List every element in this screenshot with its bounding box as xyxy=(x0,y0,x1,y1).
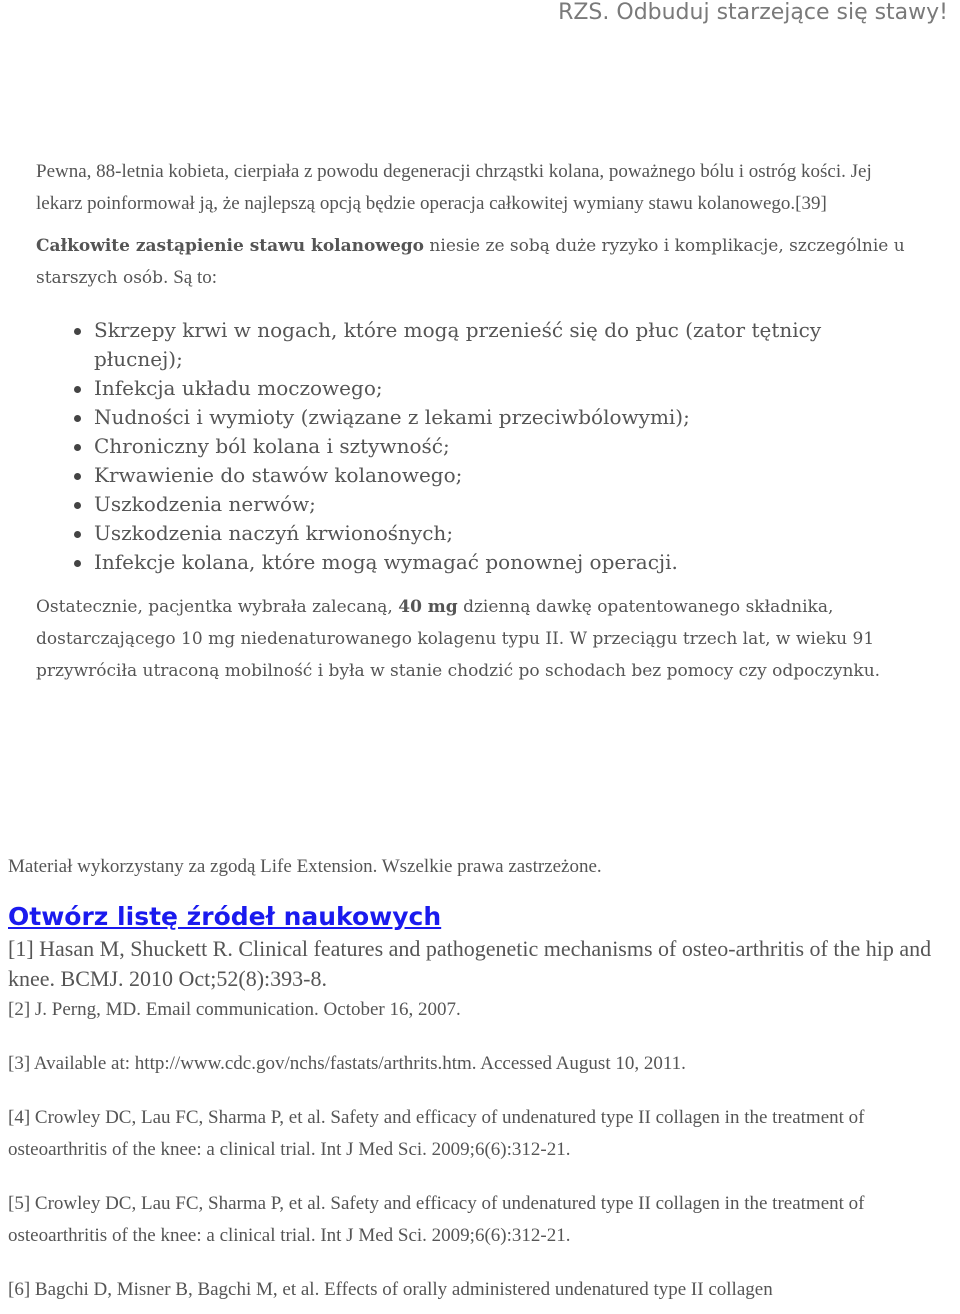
outcome-paragraph xyxy=(36,591,916,687)
bullet-icon xyxy=(74,328,81,335)
list-item xyxy=(36,374,916,403)
dose-highlight: 40 mg xyxy=(398,597,458,617)
reference-item: [3] Available at: http://www.cdc.gov/nchs/fastats/arthrits.htm. Accessed August 10, 2011. xyxy=(8,1053,686,1074)
list-item xyxy=(36,461,916,490)
bullet-icon xyxy=(74,386,81,393)
risk-intro-paragraph xyxy=(36,230,916,294)
open-references-link[interactable]: Otwórz listę źródeł naukowych xyxy=(8,902,442,931)
reference-item: [1] Hasan M, Shuckett R. Clinical features and pathogenetic mechanisms of osteo-arthritis of the hip and knee. BCMJ. 2010 Oct;52(8):393-8. xyxy=(8,936,932,991)
list-item xyxy=(36,490,916,519)
list-item-text: Infekcje kolana, które mogą wymagać ponownej operacji. xyxy=(94,550,678,574)
outcome-post: dzienną dawkę opatentowanego składnika, dostarczającego 10 mg niedenaturowanego kolagenu typu II. W przeciągu trzech lat, w wieku 91 przywróciła utraconą mobilność i była w stanie chodzić po schodach bez pomocy czy odpoczynku. xyxy=(36,597,881,681)
consent-note: Materiał wykorzystany za zgodą Life Extension. Wszelkie prawa zastrzeżone. xyxy=(8,856,602,877)
bullet-icon xyxy=(74,444,81,451)
reference-item: [6] Bagchi D, Misner B, Bagchi M, et al. Effects of orally administered undenatured type II collagen xyxy=(8,1279,773,1300)
list-item-text: Skrzepy krwi w nogach, które mogą przenieść się do płuc (zator tętnicy płucnej); xyxy=(94,318,822,371)
risk-intro-tail: Są to: xyxy=(168,267,218,288)
list-item xyxy=(36,316,916,374)
footer-section xyxy=(8,852,948,1306)
list-item-text: Chroniczny ból kolana i sztywność; xyxy=(94,434,450,458)
list-item xyxy=(36,548,916,577)
article-body xyxy=(36,156,916,687)
list-item xyxy=(36,403,916,432)
reference-item: [4] Crowley DC, Lau FC, Sharma P, et al. Safety and efficacy of undenatured type II collagen in the treatment of osteoarthritis of the knee: a clinical trial. Int J Med Sci. 2009;6(6):312-21. xyxy=(8,1107,865,1160)
list-item-text: Uszkodzenia naczyń krwionośnych; xyxy=(94,521,454,545)
list-item xyxy=(36,519,916,548)
list-item xyxy=(36,432,916,461)
reference-item: [5] Crowley DC, Lau FC, Sharma P, et al. Safety and efficacy of undenatured type II collagen in the treatment of osteoarthritis of the knee: a clinical trial. Int J Med Sci. 2009;6(6):312-21. xyxy=(8,1193,865,1246)
list-item-text: Uszkodzenia nerwów; xyxy=(94,492,316,516)
risk-intro-mid: niesie ze sobą duże ryzyko i komplikacje, szczególnie u starszych osób. xyxy=(36,236,905,288)
bullet-icon xyxy=(74,502,81,509)
bullet-icon xyxy=(74,560,81,567)
risk-intro-lead: Całkowite zastąpienie stawu kolanowego xyxy=(36,236,425,256)
bullet-icon xyxy=(74,415,81,422)
list-item-text: Krwawienie do stawów kolanowego; xyxy=(94,463,463,487)
page-title: RZS. Odbuduj starzejące się stawy! xyxy=(558,0,948,25)
risk-list xyxy=(36,316,916,577)
list-item-text: Nudności i wymioty (związane z lekami przeciwbólowymi); xyxy=(94,405,690,429)
intro-paragraph: Pewna, 88-letnia kobieta, cierpiała z powodu degeneracji chrząstki kolana, poważnego bólu i ostróg kości. Jej lekarz poinformował ją, że najlepszą opcją będzie operacja całkowitej wymiany stawu kolanowego.[39] xyxy=(36,161,872,214)
list-item-text: Infekcja układu moczowego; xyxy=(94,376,383,400)
bullet-icon xyxy=(74,473,81,480)
bullet-icon xyxy=(74,531,81,538)
outcome-pre: Ostatecznie, pacjentka wybrała zalecaną, xyxy=(36,597,399,617)
reference-item: [2] J. Perng, MD. Email communication. October 16, 2007. xyxy=(8,999,461,1020)
